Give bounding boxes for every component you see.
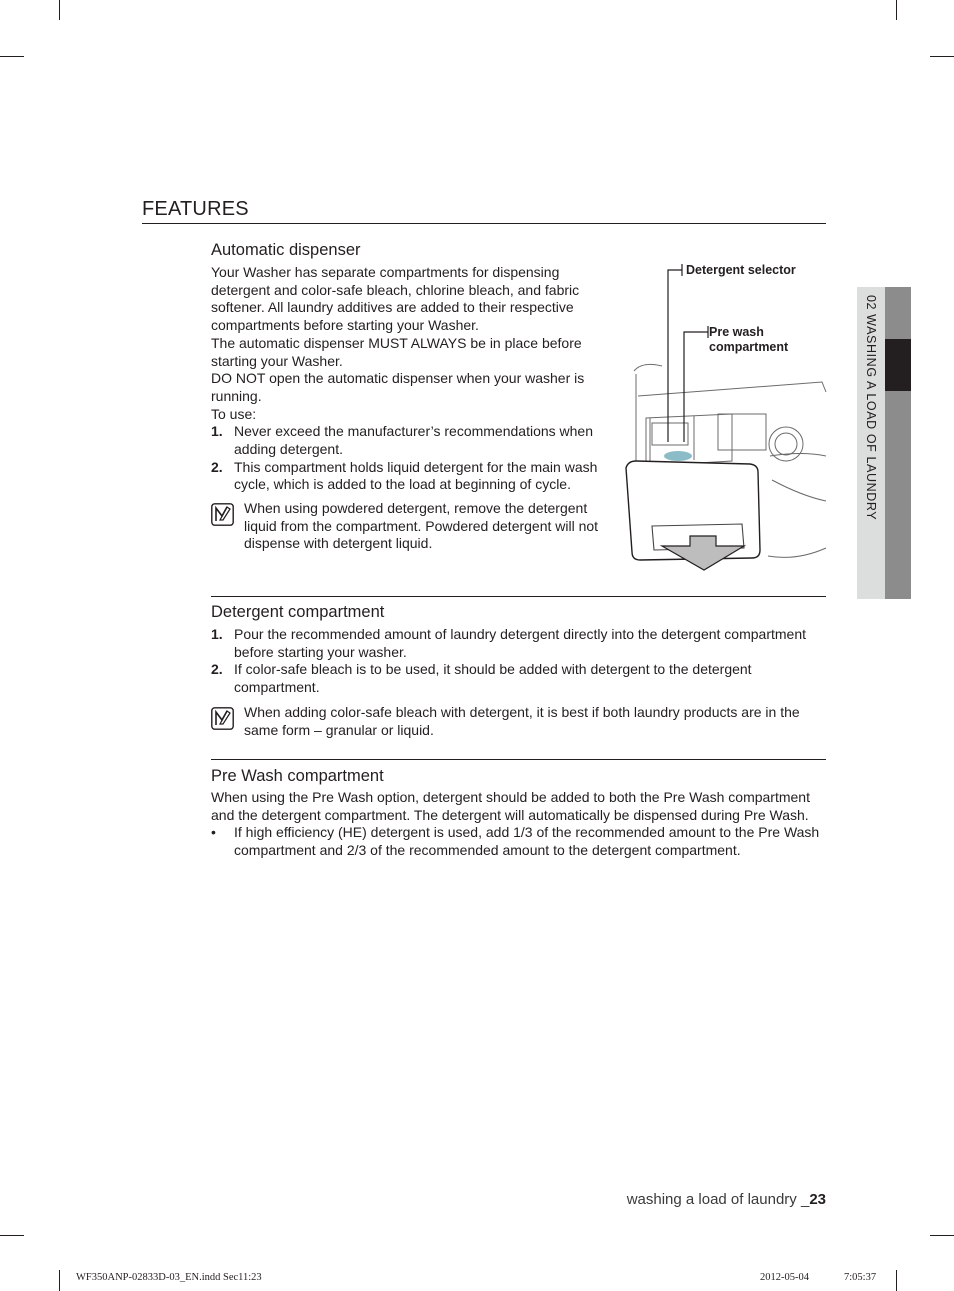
note-text: When using powdered detergent, remove the detergent liquid from the compartment. Powdered detergent will not dispense with detergent liquid. [244, 500, 599, 552]
intro-paragraph: Your Washer has separate compartments for dispensing detergent and color-safe bleach, chlorine bleach, and fabric softener. All laundry additives are added to their respective compartments before starting your Washer. [211, 264, 580, 334]
step-number: 2. [211, 458, 223, 475]
side-tab-band [885, 287, 911, 599]
must-always-paragraph: The automatic dispenser MUST ALWAYS be in place before starting your Washer. [211, 334, 582, 369]
section-divider [211, 759, 826, 760]
detergent-compartment-text [211, 626, 829, 697]
note-pencil-icon [211, 503, 234, 526]
slug-time: 7:05:37 [844, 1272, 877, 1283]
page-title: FEATURES [142, 198, 249, 220]
step-number: 1. [211, 626, 223, 642]
chapter-side-tab [857, 287, 911, 599]
page-number: 23 [809, 1191, 826, 1208]
step-text: Pour the recommended amount of laundry detergent directly into the detergent compartment before starting your washer. [234, 626, 806, 660]
crop-mark [896, 0, 897, 20]
list-item [211, 423, 613, 458]
footer-text: washing a load of laundry _ [626, 1191, 810, 1208]
step-number: 1. [211, 423, 223, 440]
page-footer [627, 1191, 826, 1208]
label-pre-wash-compartment: Pre wash compartment [709, 325, 789, 354]
bullet-mark: • [211, 824, 216, 841]
side-tab-label: 02 WASHING A LOAD OF LAUNDRY [864, 295, 878, 521]
slug-date: 2012-05-04 [760, 1272, 809, 1283]
bullet-text: If high efficiency (HE) detergent is used, add 1/3 of the recommended amount to the Pre Wash compartment and 2/3 of the recommended amount to the detergent compartment. [234, 824, 820, 859]
list-item [211, 626, 829, 661]
title-rule [142, 223, 826, 224]
do-not-paragraph: DO NOT open the automatic dispenser when your washer is running. [211, 370, 585, 404]
crop-mark [59, 1270, 60, 1291]
pre-wash-text [211, 789, 821, 860]
crop-mark [930, 1235, 954, 1236]
note-box [211, 704, 826, 740]
list-item [211, 459, 613, 494]
section-title-detergent-compartment: Detergent compartment [211, 603, 385, 621]
dispenser-illustration [622, 256, 828, 574]
bullet-list [211, 824, 821, 859]
step-text: If color-safe bleach is to be used, it should be added with detergent to the detergent compartment. [234, 661, 752, 696]
note-pencil-icon [211, 707, 234, 730]
step-text: Never exceed the manufacturer’s recommendations when adding detergent. [234, 423, 594, 458]
list-item [211, 824, 821, 859]
dispenser-drawing [622, 256, 828, 574]
list-item [211, 661, 829, 696]
crop-mark [59, 0, 60, 20]
detergent-selector-knob [664, 451, 692, 461]
note-box [211, 500, 613, 554]
crop-mark [896, 1270, 897, 1291]
crop-mark [0, 1235, 24, 1236]
steps-list [211, 626, 829, 697]
section-title-pre-wash: Pre Wash compartment [211, 767, 384, 785]
side-tab-marker [885, 339, 911, 391]
steps-list [211, 423, 613, 494]
automatic-dispenser-text [211, 264, 613, 494]
step-number: 2. [211, 661, 223, 678]
section-divider [211, 596, 826, 597]
pre-wash-intro: When using the Pre Wash option, detergent should be added to both the Pre Wash compartment and the detergent compartment. The detergent will automatically be dispensed during Pre Wash. [211, 789, 810, 823]
label-detergent-selector: Detergent selector [686, 263, 796, 277]
section-title-automatic-dispenser: Automatic dispenser [211, 241, 361, 259]
to-use-label: To use: [211, 405, 257, 422]
slug-file: WF350ANP-02833D-03_EN.indd Sec11:23 [76, 1272, 262, 1283]
crop-mark [930, 56, 954, 57]
step-text: This compartment holds liquid detergent for the main wash cycle, which is added to the load at beginning of cycle. [234, 458, 598, 493]
note-text: When adding color-safe bleach with detergent, it is best if both laundry products are in the same form – granular or liquid. [244, 704, 800, 738]
crop-mark [0, 56, 24, 57]
